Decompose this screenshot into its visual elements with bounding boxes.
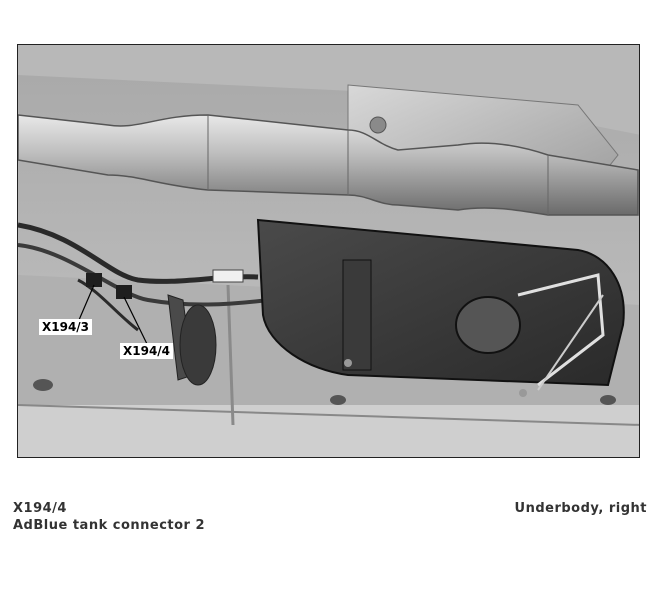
underbody-illustration xyxy=(18,45,640,458)
connector-code: X194/4 xyxy=(13,501,67,516)
connector-location: Underbody, right xyxy=(514,501,647,516)
underbody-photo xyxy=(17,44,640,458)
connector-description: AdBlue tank connector 2 xyxy=(13,518,206,533)
callout-label-x194-3: X194/3 xyxy=(39,319,92,335)
callout-label-x194-4: X194/4 xyxy=(120,343,173,359)
